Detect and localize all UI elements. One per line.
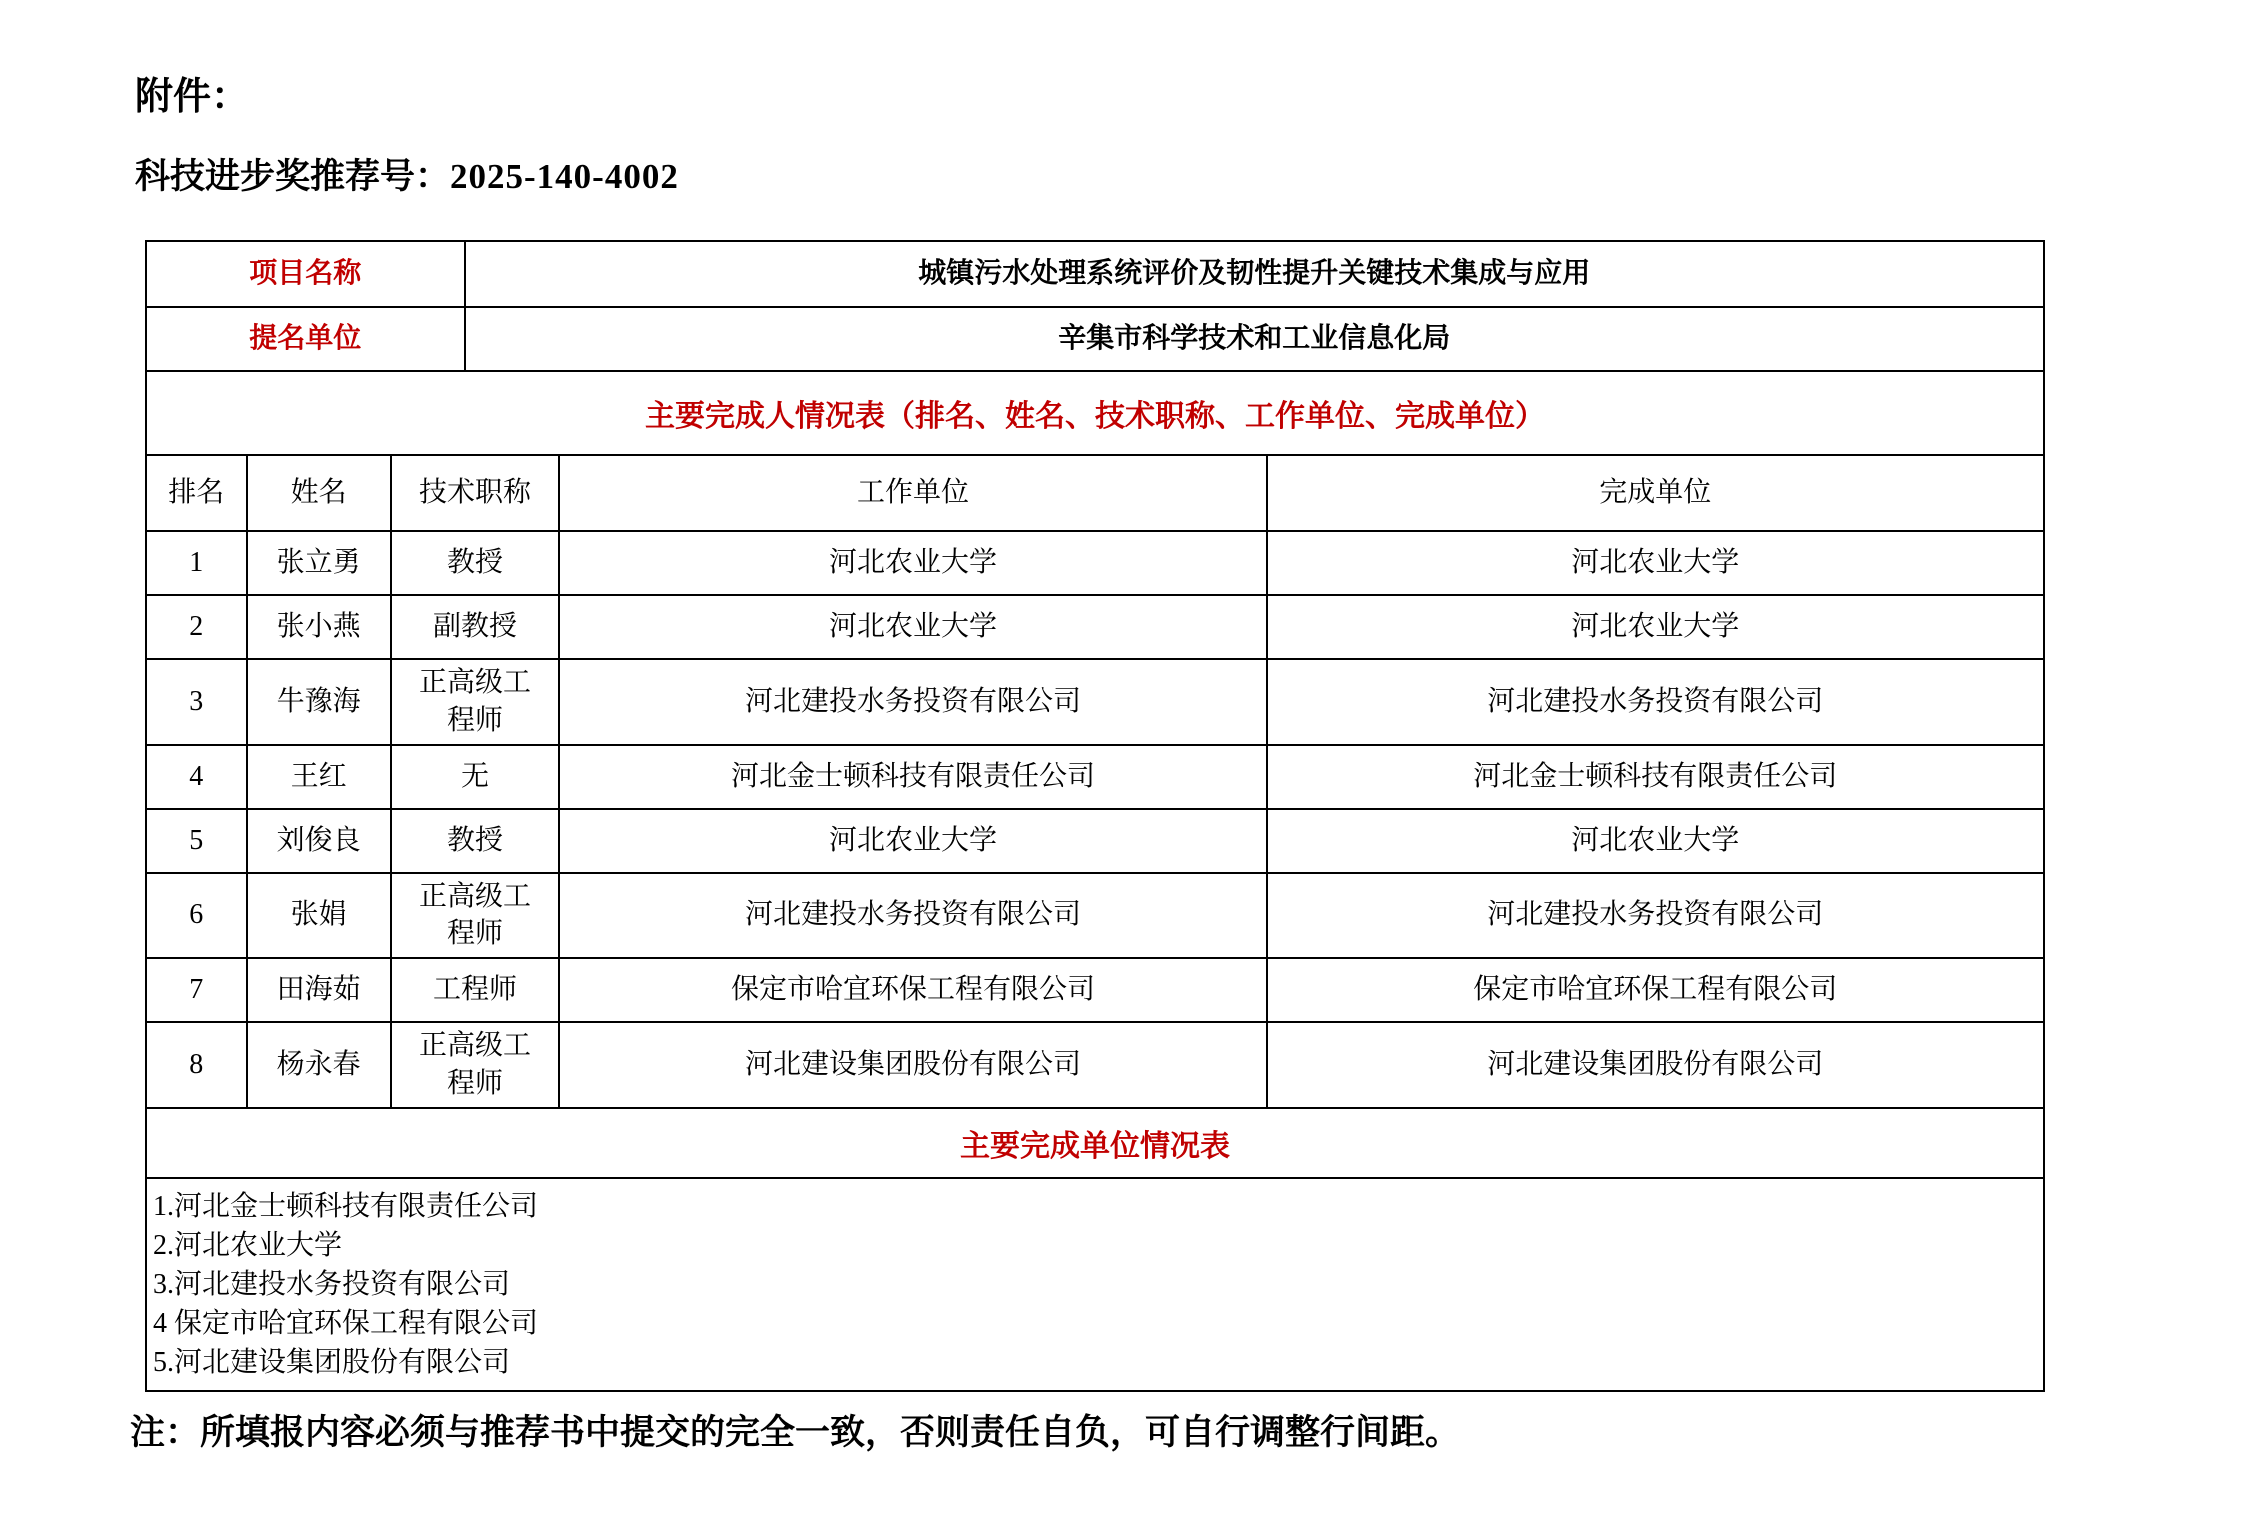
table-row xyxy=(147,658,2043,744)
list-item: 4 保定市哈宜环保工程有限公司 xyxy=(153,1307,539,1339)
completion-units-row xyxy=(147,1177,2043,1390)
cell-name: 张小燕 xyxy=(246,596,390,658)
cell-work-unit: 保定市哈宜环保工程有限公司 xyxy=(558,959,1265,1021)
cell-completion-unit: 河北建设集团股份有限公司 xyxy=(1266,1023,2043,1107)
list-item: 1.河北金士顿科技有限责任公司 xyxy=(153,1190,539,1222)
nominating-unit-value: 辛集市科学技术和工业信息化局 xyxy=(464,308,2043,370)
table-row xyxy=(147,1021,2043,1107)
cell-title: 副教授 xyxy=(390,596,559,658)
cell-work-unit: 河北建设集团股份有限公司 xyxy=(558,1023,1265,1107)
completers-header-row xyxy=(147,454,2043,530)
footer-note: 注：所填报内容必须与推荐书中提交的完全一致，否则责任自负，可自行调整行间距。 xyxy=(130,1412,1461,1452)
cell-title: 教授 xyxy=(390,532,559,594)
header-title: 技术职称 xyxy=(390,456,559,530)
cell-rank: 7 xyxy=(189,974,204,1006)
cell-title: 无 xyxy=(390,746,559,808)
cell-name: 张娟 xyxy=(246,874,390,958)
cell-rank: 1 xyxy=(189,547,204,579)
cell-name: 牛豫海 xyxy=(246,660,390,744)
cell-completion-unit: 河北建投水务投资有限公司 xyxy=(1266,660,2043,744)
project-name-value: 城镇污水处理系统评价及韧性提升关键技术集成与应用 xyxy=(464,242,2043,306)
recommendation-number-value: 2025-140-4002 xyxy=(450,157,679,196)
award-form-table xyxy=(145,240,2045,1392)
cell-completion-unit: 河北农业大学 xyxy=(1266,532,2043,594)
nominating-unit-row xyxy=(147,306,2043,370)
table-row xyxy=(147,530,2043,594)
table-row xyxy=(147,594,2043,658)
list-item: 3.河北建投水务投资有限公司 xyxy=(153,1268,511,1300)
header-rank: 排名 xyxy=(168,477,225,509)
cell-completion-unit: 河北金士顿科技有限责任公司 xyxy=(1266,746,2043,808)
cell-title: 教授 xyxy=(390,810,559,872)
table-row xyxy=(147,957,2043,1021)
table-row xyxy=(147,744,2043,808)
cell-rank: 6 xyxy=(189,899,204,931)
header-name: 姓名 xyxy=(246,456,390,530)
header-completion-unit: 完成单位 xyxy=(1266,456,2043,530)
cell-title: 正高级工程师 xyxy=(390,874,559,958)
cell-completion-unit: 河北农业大学 xyxy=(1266,596,2043,658)
cell-title: 正高级工程师 xyxy=(390,660,559,744)
cell-rank: 4 xyxy=(189,760,204,792)
header-work-unit: 工作单位 xyxy=(558,456,1265,530)
cell-completion-unit: 河北农业大学 xyxy=(1266,810,2043,872)
cell-completion-unit: 保定市哈宜环保工程有限公司 xyxy=(1266,959,2043,1021)
cell-work-unit: 河北农业大学 xyxy=(558,810,1265,872)
cell-name: 田海茹 xyxy=(246,959,390,1021)
cell-name: 王红 xyxy=(246,746,390,808)
cell-name: 张立勇 xyxy=(246,532,390,594)
attachment-heading: 附件： xyxy=(135,76,250,118)
completers-section-title: 主要完成人情况表（排名、姓名、技术职称、工作单位、完成单位） xyxy=(147,370,2043,454)
cell-rank: 8 xyxy=(189,1049,204,1081)
cell-work-unit: 河北建投水务投资有限公司 xyxy=(558,874,1265,958)
nominating-unit-label: 提名单位 xyxy=(249,323,362,355)
cell-work-unit: 河北金士顿科技有限责任公司 xyxy=(558,746,1265,808)
cell-rank: 5 xyxy=(189,824,204,856)
cell-work-unit: 河北农业大学 xyxy=(558,532,1265,594)
cell-rank: 2 xyxy=(189,611,204,643)
recommendation-number-label: 科技进步奖推荐号： xyxy=(135,157,451,196)
project-name-label: 项目名称 xyxy=(249,258,362,290)
completion-units-list xyxy=(153,1187,538,1382)
table-row xyxy=(147,808,2043,872)
project-name-row xyxy=(147,242,2043,306)
cell-name: 刘俊良 xyxy=(246,810,390,872)
cell-title: 正高级工程师 xyxy=(390,1023,559,1107)
cell-name: 杨永春 xyxy=(246,1023,390,1107)
cell-rank: 3 xyxy=(189,685,204,717)
cell-work-unit: 河北农业大学 xyxy=(558,596,1265,658)
completion-units-section-title: 主要完成单位情况表 xyxy=(147,1107,2043,1177)
cell-title: 工程师 xyxy=(390,959,559,1021)
cell-work-unit: 河北建投水务投资有限公司 xyxy=(558,660,1265,744)
recommendation-number-line xyxy=(135,152,2245,202)
list-item: 5.河北建设集团股份有限公司 xyxy=(153,1346,511,1378)
table-row xyxy=(147,872,2043,958)
cell-completion-unit: 河北建投水务投资有限公司 xyxy=(1266,874,2043,958)
list-item: 2.河北农业大学 xyxy=(153,1229,343,1261)
